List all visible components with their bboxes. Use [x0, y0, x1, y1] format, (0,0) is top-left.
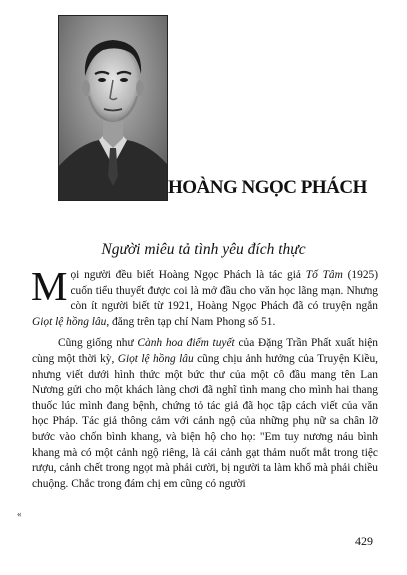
portrait-illustration [59, 16, 167, 200]
p2-text-a: Cũng giống như [58, 337, 138, 350]
body-text [31, 263, 378, 492]
paragraph-2 [32, 336, 378, 492]
drop-cap: M [31, 263, 68, 309]
p2-text-b: của Đặng Trần Phất xuất hiện cùng một thời kỳ, [32, 337, 378, 365]
author-name-heading: HOÀNG NGỌC PHÁCH [168, 177, 367, 198]
p1-title-to-tam: Tố Tâm [305, 269, 343, 281]
p1-text-c: , đăng trên tạp chí Nam Phong số 51. [106, 315, 276, 328]
p2-text-c: cũng chịu ảnh hưởng của Truyện Kiều, nhưng viết dưới hình thức một bức thư của một cô đầu mang tên Lan Nương gửi cho một khách làng chơi đã nghĩ tình mang cho mình hai thang thuốc lúc mình đang bệnh, chứng tỏ tác giả đã học tập cách viết của văn học Pháp. Tác giả thông cảm với cảnh ngộ của những phụ nữ sa chân lỡ bước vào chốn bình khang, và biện hộ cho họ: "Em tuy nương náu bình khang mà có một cảnh ngộ riêng, là cái cảnh gạt thảm nuốt mắt trong tiệc rượu, cảnh chết trong ngọt mà phải cười, bị người ta làm khổ mà phải chiều chuộng. Chắc trong đám chị em cũng có người [32, 352, 378, 490]
margin-mark: « [17, 509, 22, 519]
p1-text-b: (1925) cuốn tiểu thuyết được coi là mở đầu cho văn học lãng mạn. Nhưng còn ít người biết từ 1921, Hoàng Ngọc Phách đã có truyện ngắn [70, 269, 378, 313]
paragraph-1 [31, 263, 378, 330]
p2-title-canh-hoa: Cành hoa điểm tuyết [137, 337, 235, 350]
chapter-subtitle: Người miêu tả tình yêu đích thực [101, 241, 306, 258]
page-number: 429 [355, 534, 373, 548]
author-portrait-photo [58, 15, 168, 201]
p1-text-a: ọi người đều biết Hoàng Ngọc Phách là tác giả [70, 269, 306, 281]
p2-title-giot-le: Giọt lệ hồng lâu [117, 352, 194, 365]
p1-title-giot-le: Giọt lệ hồng lâu [32, 315, 107, 328]
